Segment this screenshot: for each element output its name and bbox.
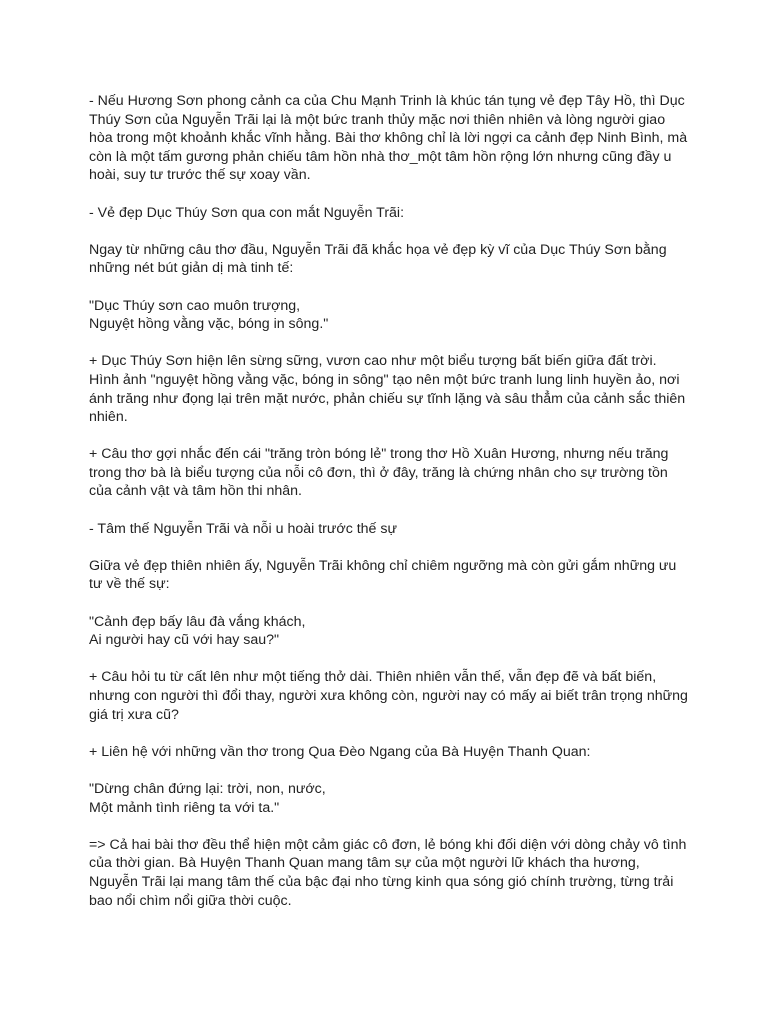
poem-quote-1: "Dục Thúy sơn cao muôn trượng, Nguyệt hồng vằng vặc, bóng in sông."	[89, 297, 329, 333]
analysis-point-2: + Câu thơ gợi nhắc đến cái "trăng tròn bóng lẻ" trong thơ Hồ Xuân Hương, nhưng nếu trăng trong thơ bà là biểu tượng của nỗi cô đơn, thì ở đây, trăng là chứng nhân cho sự trường tồn của cảnh vật và tâm hồn thi nhân.	[89, 446, 669, 500]
poem-quote-3: "Dừng chân đứng lại: trời, non, nước, Một mảnh tình riêng ta với ta."	[89, 780, 326, 816]
conclusion-paragraph: => Cả hai bài thơ đều thể hiện một cảm giác cô đơn, lẻ bóng khi đối diện với dòng chảy vô tình của thời gian. Bà Huyện Thanh Quan mang tâm sự của một người lữ khách tha hương, Nguyễn Trãi lại mang tâm thế của bậc đại nho từng kinh qua sóng gió chính trường, từng trải bao nổi chìm nổi giữa thời cuộc.	[89, 836, 687, 909]
paragraph-opening-lines: Ngay từ những câu thơ đầu, Nguyễn Trãi đã khắc họa vẻ đẹp kỳ vĩ của Dục Thúy Sơn bằng những nét bút giản dị mà tinh tế:	[89, 241, 667, 277]
section-heading-melancholy: - Tâm thế Nguyễn Trãi và nỗi u hoài trước thế sự	[89, 520, 397, 537]
document-page	[89, 92, 689, 929]
analysis-point-3: + Câu hỏi tu từ cất lên như một tiếng thở dài. Thiên nhiên vẫn thế, vẫn đẹp đẽ và bất biến, nhưng con người thì đổi thay, người xưa không còn, người nay có mấy ai biết trân trọng những giá trị xưa cũ?	[89, 669, 688, 723]
poem-quote-2: "Cảnh đẹp bấy lâu đà vắng khách, Ai người hay cũ với hay sau?"	[89, 613, 306, 649]
paragraph-worldly-thoughts: Giữa vẻ đẹp thiên nhiên ấy, Nguyễn Trãi không chỉ chiêm ngưỡng mà còn gửi gắm những ưu tư về thế sự:	[89, 557, 677, 593]
intro-paragraph: - Nếu Hương Sơn phong cảnh ca của Chu Mạnh Trinh là khúc tán tụng vẻ đẹp Tây Hồ, thì Dục Thúy Sơn của Nguyễn Trãi lại là một bức tranh thủy mặc nơi thiên nhiên và lòng người giao hòa trong một khoảnh khắc vĩnh hằng. Bài thơ không chỉ là lời ngợi ca cảnh đẹp Ninh Bình, mà còn là một tấm gương phản chiếu tâm hồn nhà thơ_một tâm hồn rộng lớn nhưng cũng đầy u hoài, suy tư trước thế sự xoay vần.	[89, 93, 688, 184]
analysis-point-4: + Liên hệ với những vần thơ trong Qua Đèo Ngang của Bà Huyện Thanh Quan:	[89, 743, 591, 760]
section-heading-beauty: - Vẻ đẹp Dục Thúy Sơn qua con mắt Nguyễn Trãi:	[89, 204, 405, 221]
analysis-point-1: + Dục Thúy Sơn hiện lên sừng sững, vươn cao như một biểu tượng bất biến giữa đất trời. Hình ảnh "nguyệt hồng vằng vặc, bóng in sông" tạo nên một bức tranh lung linh huyền ảo, nơi ánh trăng như đọng lại trên mặt nước, phản chiếu sự tĩnh lặng và sâu thẳm của cảnh sắc thiên nhiên.	[89, 353, 686, 426]
